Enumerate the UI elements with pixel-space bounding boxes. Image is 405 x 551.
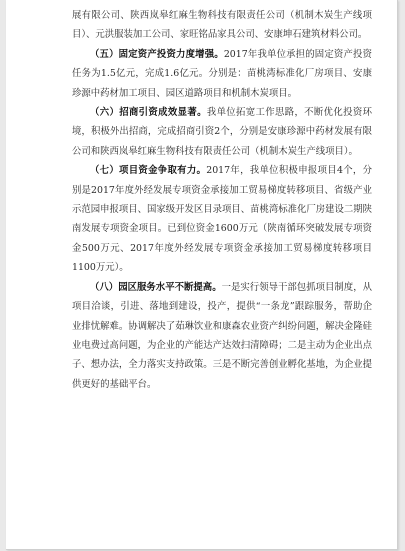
paragraph-text: 我单位拓宽工作思路，不断优化投资环境，积极外出招商，完成招商引资2个，分别是安康珍源中药材发展有限公司和陕西岚皋红麻生物科技有限责任公司（机制木炭生产线项目）。 bbox=[72, 107, 372, 157]
document-page bbox=[6, 0, 398, 550]
document-body bbox=[72, 6, 372, 394]
section-heading: （六）招商引资成效显著。 bbox=[90, 107, 207, 119]
section-heading: （七）项目资金争取有力。 bbox=[90, 165, 207, 177]
paragraph-continuation bbox=[72, 6, 372, 45]
paragraph-project-funding bbox=[72, 161, 372, 277]
paragraph-fixed-asset-investment bbox=[72, 45, 372, 103]
paragraph-text: 2017年我单位承担的固定资产投资任务为1.5亿元，完成1.6亿元。分别是：苗桃湾标准化厂房项目、安康珍源中药材加工项目、园区道路项目和机制木炭项目。 bbox=[72, 48, 372, 99]
paragraph-text: 2017年，我单位积极申报项目4个，分别是2017年度外经发展专项资金承接加工贸易梯度转移项目、省级产业示范园申报项目、国家级开发区目录项目、苗桃湾标准化厂房建设二期陕南发展专项资金项目。已到位资金1600万元（陕南循环突破发展专项资金500万元、2017年度外经发展专项资金承接加工贸易梯度转移项目1100万元）。 bbox=[72, 165, 373, 274]
paragraph-text: 一是实行领导干部包抓项目制度，从项目洽谈，引进、落地到建设，投产，提供“一条龙”跟踪服务，帮助企业排忧解难。协调解决了茹琳饮业和康森农业资产纠纷问题，解决金隆硅业电费过高问题，为企业的产能达产达效扫清障碍；二是主动为企业出点子、想办法，全力落实支持政策。三是不断完善创业孵化基地，为企业提供更好的基础平台。 bbox=[72, 281, 373, 390]
paragraph-park-service bbox=[72, 278, 372, 394]
section-heading: （八）园区服务水平不断提高。 bbox=[90, 281, 222, 293]
paragraph-investment-attraction bbox=[72, 103, 372, 161]
section-heading: （五）固定资产投资力度增强。 bbox=[90, 48, 224, 60]
paragraph-text: 展有限公司、陕西岚皋红麻生物科技有限责任公司（机制木炭生产线项目）、元洪服装加工公司、家旺铭品家具公司、安康坤石建筑材料公司。 bbox=[72, 10, 372, 41]
